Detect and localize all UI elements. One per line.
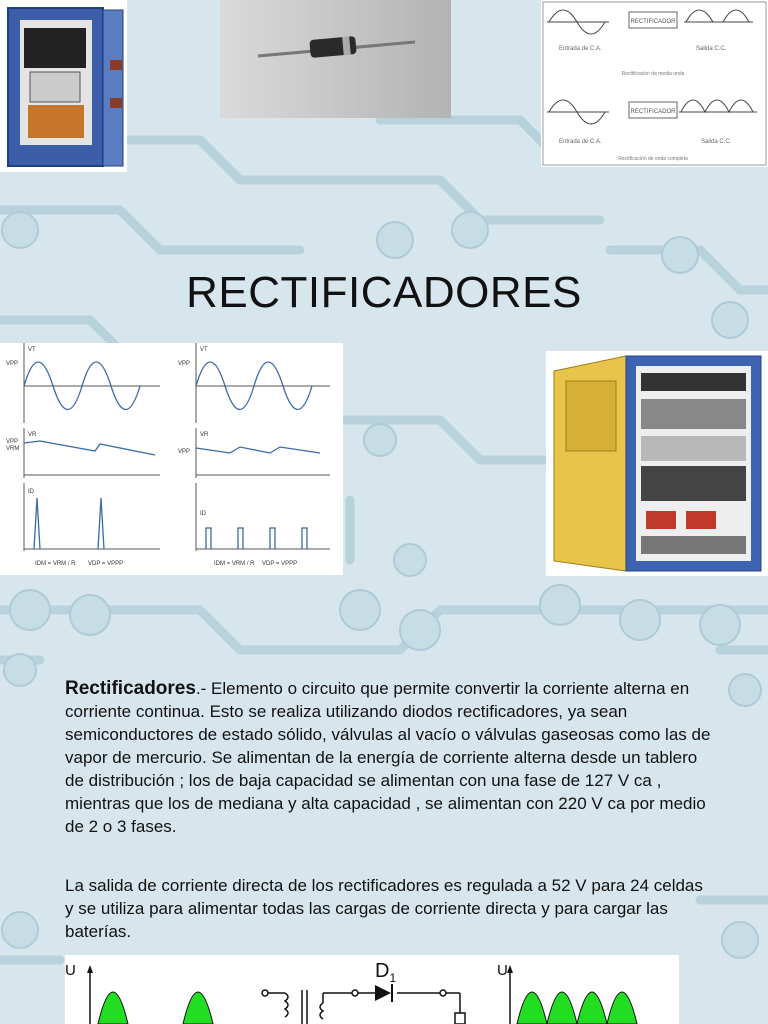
diode-label (375, 960, 396, 985)
dc-output-paragraph: La salida de corriente directa de los rectificadores es regulada a 52 V para 24 celdas y se utiliza para alimentar todas las cargas de corriente directa y para cargar las baterías. (65, 876, 703, 941)
rectification-diagram (541, 0, 768, 167)
vr-label-right: VR (200, 432, 209, 438)
vt-label-left: VT (28, 347, 36, 353)
yellow-cabinet-photo (546, 351, 768, 576)
vdp-formula-left: VDP = VPPP (88, 561, 124, 567)
diode-subscript: 1 (389, 971, 397, 985)
half-wave-caption: Rectificación de media onda (621, 71, 685, 77)
vt-label-right: VT (200, 347, 208, 353)
vrm-label-left: VRM (6, 446, 20, 452)
diode-letter: D (375, 960, 390, 982)
rectifier-box-2: RECTIFICADOR (630, 109, 676, 115)
vdp-formula-right: VDP = VPPP (262, 561, 298, 567)
vpp-label-right: VPP (178, 361, 191, 367)
u-axis-label-left: U (65, 962, 76, 979)
vpp-label-left-2: VPP (6, 439, 19, 445)
idm-formula-left: IDM = VRM / R (35, 561, 76, 567)
vpp-label-right-2: VPP (178, 449, 191, 455)
rectifier-circuit-diagram (65, 955, 679, 1024)
rectifier-box-1: RECTIFICADOR (630, 19, 676, 25)
u-axis-label-right: U (497, 962, 508, 979)
ac-input-label-2: Entrada de C.A. (559, 139, 602, 145)
idm-formula-right: IDM = VRM / R (214, 561, 255, 567)
full-wave-caption: Rectificación de onda completa (618, 156, 688, 162)
page-title: RECTIFICADORES (186, 268, 582, 317)
diode-photo (220, 0, 451, 118)
definition-term: Rectificadores (65, 678, 196, 699)
definition-paragraph (65, 677, 715, 838)
vr-label-left: VR (28, 432, 37, 438)
waveform-plots (0, 343, 343, 575)
dc-output-label-2: Salida C.C. (701, 139, 732, 145)
id-label-left: ID (28, 489, 34, 495)
dc-output-label-1: Salida C.C. (696, 46, 727, 52)
vpp-label-left: VPP (6, 361, 19, 367)
id-label-right: ID (200, 511, 206, 517)
ac-input-label-1: Entrada de C.A. (559, 46, 602, 52)
blue-cabinet-photo (0, 0, 127, 172)
definition-text: .- Elemento o circuito que permite convertir la corriente alterna en corriente continua. Esto se realiza utilizando diodos rectificadores, ya sean semiconductores de estado sólido, válvulas al vacío o válvulas gaseosas como las de vapor de mercurio. Se alimentan de la energía de corriente alterna desde un tablero de distribución ; los de baja capacidad se alimentan con una fase de 127 V ca , mientras que los de mediana y alta capacidad , se alimentan con 220 V ca por medio de 2 o 3 fases. (65, 679, 711, 836)
